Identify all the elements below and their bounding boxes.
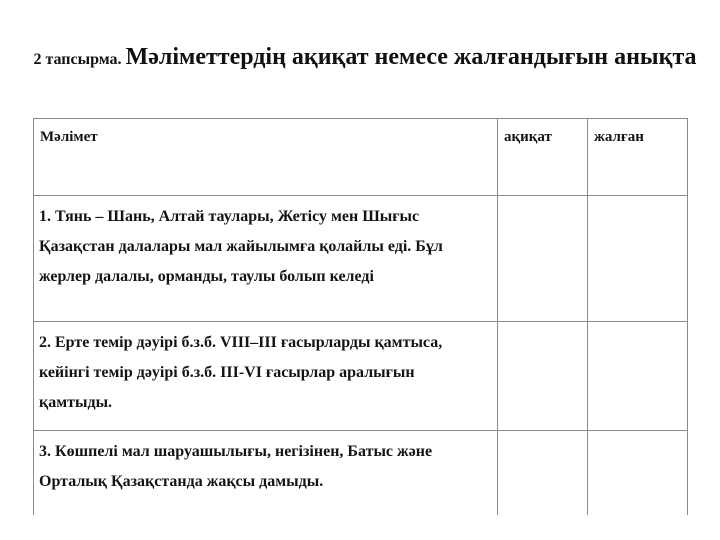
page-heading: [20, 40, 710, 77]
statement-cell: 1. Тянь – Шань, Алтай таулары, Жетісу мен Шығыс Қазақстан далалары мал жайылымға қолайлы еді. Бұл жерлер далалы, орманды, таулы болып келеді: [34, 196, 498, 322]
facts-table: [33, 118, 688, 530]
header-false: жалған: [588, 119, 688, 196]
header-statement: Мәлімет: [34, 119, 498, 196]
page-title: Мәліметтердің ақиқат немесе жалғандығын анықта: [125, 44, 697, 70]
header-true: ақиқат: [498, 119, 588, 196]
true-answer-cell[interactable]: [498, 196, 588, 322]
true-answer-cell[interactable]: [498, 322, 588, 431]
top-margin: [0, 0, 720, 38]
table-row: [34, 196, 688, 322]
bottom-margin: [0, 515, 720, 540]
false-answer-cell[interactable]: [588, 196, 688, 322]
statement-cell: 2. Ерте темір дәуірі б.з.б. VIII–III ғасырларды қамтыса, кейінгі темір дәуірі б.з.б. III-VI ғасырлар аралығын қамтыды.: [34, 322, 498, 431]
table-header-row: [34, 119, 688, 196]
task-label: 2 тапсырма.: [33, 51, 122, 68]
false-answer-cell[interactable]: [588, 322, 688, 431]
table-row: [34, 322, 688, 431]
statement-cell: 3. Көшпелі мал шаруашылығы, негізінен, Батыс және Орталық Қазақстанда жақсы дамыды.: [34, 431, 498, 530]
